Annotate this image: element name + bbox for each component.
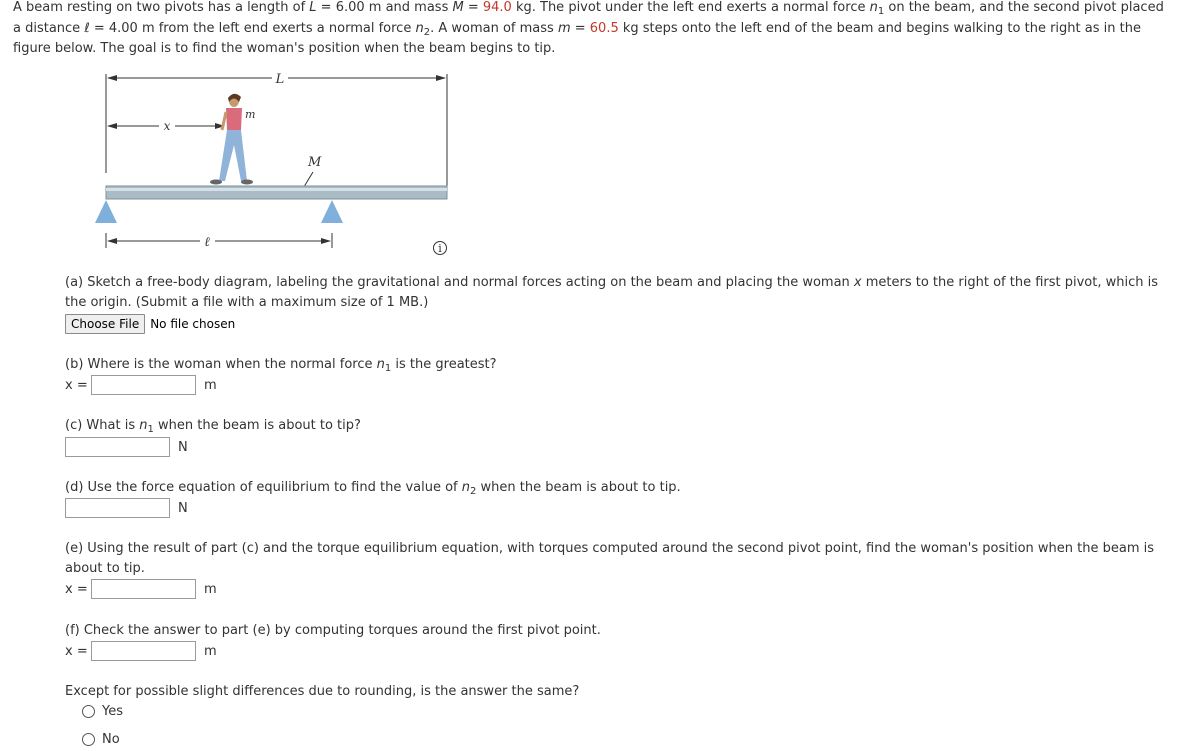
symbol-n: n	[139, 418, 148, 433]
x-label: x =	[65, 643, 88, 659]
arrowhead	[107, 238, 117, 244]
unit-label: m	[204, 581, 217, 597]
file-status: No file chosen	[150, 317, 236, 331]
label-L: L	[275, 72, 285, 87]
label-M: M	[308, 155, 322, 170]
file-upload	[65, 314, 235, 334]
part-c-question: (c) What is $n_1$ when the beam is about to tip?	[65, 418, 361, 435]
symbol-n: n	[461, 480, 471, 495]
woman-arm	[222, 112, 226, 130]
symbol-x: x	[853, 275, 862, 290]
part-e-input[interactable]	[91, 579, 196, 599]
symbol-n: n	[415, 20, 424, 36]
part-f-question: (f) Check the answer to part (e) by computing torques around the first pivot point.	[65, 623, 601, 638]
intro-text: = 4.00 m from the left end exerts a normal force	[89, 20, 416, 36]
part-d-input[interactable]	[65, 498, 170, 518]
part-b-input[interactable]	[91, 375, 196, 395]
arrowhead	[107, 123, 117, 129]
beam	[106, 186, 447, 199]
intro-text: kg. The pivot under the left end exerts a normal force	[511, 0, 870, 15]
left-pivot	[95, 200, 117, 223]
label-x: x	[163, 119, 171, 133]
part-b-question: (b) Where is the woman when the normal force $n_1$ is the greatest?	[65, 357, 497, 374]
symbol-n: n	[376, 357, 385, 372]
part-f-input[interactable]	[91, 641, 196, 661]
arrowhead	[321, 238, 331, 244]
radio-option-yes[interactable]	[82, 704, 123, 719]
part-c-answer	[65, 436, 188, 458]
part-f-answer	[65, 640, 217, 662]
symbol-n: n	[869, 0, 878, 15]
part-b-answer	[65, 374, 217, 396]
symbol-L: L	[309, 0, 317, 15]
part-a-question: (a) Sketch a free-body diagram, labeling the gravitational and normal forces acting on the beam and placing the woman x meters to the right of the first pivot, which is the origin. (Submit a file with a maximum size of 1 MB.)	[65, 275, 1159, 310]
intro-text: kg steps onto the left end of the beam and begins walking to the right as in the figure below. The goal is to find the woman's position when the beam begins to tip.	[13, 20, 1141, 56]
radio-button[interactable]	[82, 705, 95, 718]
part-e-answer	[65, 578, 217, 600]
label-ell: ℓ	[204, 235, 210, 250]
subscript-1: 1	[877, 6, 885, 17]
unit-label: m	[204, 643, 217, 659]
part-c-input[interactable]	[65, 437, 170, 457]
intro-text: =	[463, 0, 483, 15]
radio-label: No	[102, 732, 120, 747]
symbol-ell: ℓ	[84, 20, 90, 36]
unit-label: m	[204, 377, 217, 393]
subscript-2: 2	[423, 26, 431, 38]
unit-label: N	[178, 500, 188, 516]
radio-label: Yes	[102, 704, 123, 719]
woman-jeans	[219, 130, 247, 181]
intro-text: =	[570, 20, 590, 36]
beam-figure	[95, 68, 475, 258]
beam-highlight	[106, 188, 447, 191]
woman-shirt	[226, 108, 242, 130]
intro-text: on the beam, and the second pivot placed a distance	[13, 0, 1164, 36]
symbol-M: M	[452, 0, 464, 15]
woman-mass-value: 60.5	[589, 20, 619, 36]
intro-text: . A woman of mass	[430, 20, 558, 36]
choose-file-button[interactable]: Choose File	[65, 314, 145, 334]
part-d-question: (d) Use the force equation of equilibrium to find the value of $n_2$ when the beam is about to tip.	[65, 480, 681, 497]
arrowhead	[436, 75, 446, 81]
radio-button[interactable]	[82, 733, 95, 746]
x-label: x =	[65, 581, 88, 597]
part-d-answer	[65, 497, 188, 519]
intro-text: A beam resting on two pivots has a length of	[13, 0, 310, 15]
radio-option-no[interactable]	[82, 732, 120, 747]
same-answer-question: Except for possible slight differences due to rounding, is the answer the same?	[65, 684, 580, 699]
intro-text: = 6.00 m and mass	[316, 0, 453, 15]
right-pivot	[321, 200, 343, 223]
problem-statement	[13, 0, 1168, 60]
woman-shoe	[210, 180, 222, 185]
x-label: x =	[65, 377, 88, 393]
info-icon[interactable]: i	[433, 241, 447, 255]
arrowhead	[107, 75, 117, 81]
woman-shoe	[241, 180, 253, 185]
part-e-question: (e) Using the result of part (c) and the torque equilibrium equation, with torques computed around the second pivot point, find the woman's position when the beam is about to tip.	[65, 541, 1155, 576]
unit-label: N	[178, 439, 188, 455]
beam-mass-value: 94.0	[482, 0, 512, 15]
symbol-m: m	[557, 20, 571, 36]
label-m: m	[245, 108, 256, 121]
